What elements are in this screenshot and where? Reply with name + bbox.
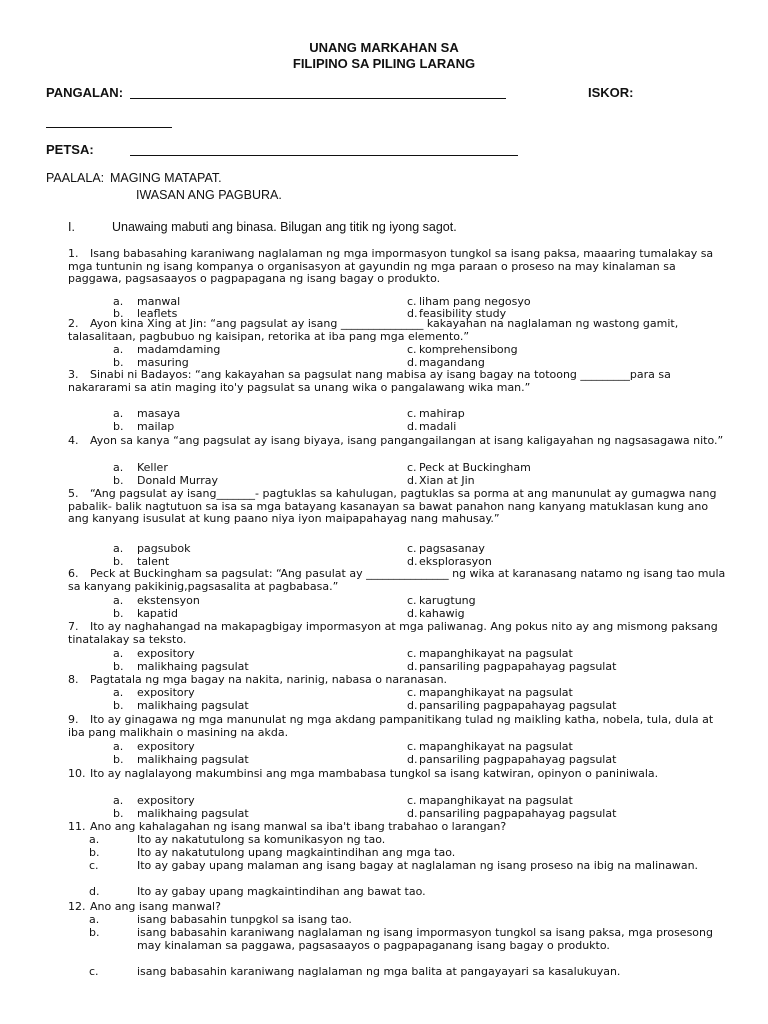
choice-letter: c. (407, 794, 417, 807)
choice-11-a[interactable] (89, 833, 737, 847)
choice-text: komprehensibong (419, 343, 518, 356)
choice-text: expository (137, 740, 195, 753)
choice-text: mapanghikayat na pagsulat (419, 647, 573, 660)
choice-letter: b. (89, 846, 100, 859)
choice-6-d[interactable] (407, 608, 465, 621)
choice-text: manwal (137, 295, 181, 308)
choice-4-d[interactable] (407, 475, 475, 488)
choice-2-c[interactable] (407, 344, 518, 357)
choice-5-c[interactable] (407, 543, 485, 556)
reminder-2: IWASAN ANG PAGBURA. (136, 188, 282, 202)
choice-4-a[interactable] (113, 462, 168, 475)
choice-11-d[interactable] (89, 885, 737, 899)
choice-6-a[interactable] (113, 595, 200, 608)
question-text: Ito ay naglalayong makumbinsi ang mga mambabasa tungkol sa isang katwiran, opinyon o paniniwala. (90, 767, 659, 780)
choice-letter: b. (113, 660, 124, 673)
choice-text: Peck at Buckingham (419, 461, 531, 474)
choice-text: magandang (419, 356, 485, 369)
choice-letter: d. (407, 660, 418, 673)
question-number: 4. (68, 434, 79, 447)
question-5 (68, 488, 728, 526)
question-number: 7. (68, 620, 79, 633)
date-blank[interactable] (130, 155, 518, 156)
choice-6-b[interactable] (113, 608, 178, 621)
choice-text: isang babasahin karaniwang naglalaman ng mga balita at pangayayari sa kasalukuyan. (137, 965, 621, 978)
choice-text: mapanghikayat na pagsulat (419, 740, 573, 753)
choice-letter: b. (113, 753, 124, 766)
choice-text: pansariling pagpapahayag pagsulat (419, 699, 617, 712)
choice-letter: d. (407, 607, 418, 620)
question-text: Ayon sa kanya “ang pagsulat ay isang biyaya, isang pangangailangan at isang kaligayahan ng nagsasagawa nito.” (90, 434, 724, 447)
choice-4-b[interactable] (113, 475, 218, 488)
choice-letter: c. (407, 740, 417, 753)
choice-text: eksplorasyon (419, 555, 492, 568)
choice-8-b[interactable] (113, 700, 249, 713)
choice-text: pagsasanay (419, 542, 485, 555)
choice-text: Ito ay nakatutulong sa komunikasyon ng tao. (137, 833, 386, 846)
choice-text: pansariling pagpapahayag pagsulat (419, 807, 617, 820)
score-blank[interactable] (46, 127, 172, 128)
choice-10-b[interactable] (113, 808, 249, 821)
question-text: Ayon kina Xing at Jin: “ang pagsulat ay isang _______________ kakayahan na naglalaman ng wastong gamit, talasalitaan, pagbubuo ng kaisipan, retorika at iba pang mga elemento.” (68, 317, 682, 343)
question-number: 5. (68, 487, 79, 500)
choice-12-b[interactable] (89, 926, 737, 952)
name-label: PANGALAN: (46, 85, 124, 100)
choice-letter: b. (113, 307, 124, 320)
reminder-1: MAGING MATAPAT. (110, 171, 222, 185)
choice-letter: a. (113, 740, 124, 753)
choice-letter: c. (407, 461, 417, 474)
question-3 (68, 369, 728, 394)
choice-text: isang babasahin tunpgkol sa isang tao. (137, 913, 352, 926)
choice-text: mapanghikayat na pagsulat (419, 686, 573, 699)
question-12 (68, 901, 728, 914)
choice-text: malikhaing pagsulat (137, 753, 249, 766)
question-text: Sinabi ni Badayos: “ang kakayahan sa pagsulat nang mabisa ay isang bagay na totoong _________para sa nakararami sa atin maging ito'y pagsulat sa unang wika o pangalawang wika man.” (68, 368, 675, 394)
choice-letter: c. (407, 594, 417, 607)
choice-5-a[interactable] (113, 543, 191, 556)
choice-11-c[interactable] (89, 859, 737, 873)
choice-text: isang babasahin karaniwang naglalaman ng isang impormasyon tungkol sa isang paksa, mga prosesong may kinalaman sa paggawa, pagsasaayos o pagpapaganang isang bagay o produkto. (137, 926, 717, 952)
choice-10-c[interactable] (407, 795, 573, 808)
choice-letter: d. (407, 753, 418, 766)
choice-letter: a. (113, 686, 124, 699)
choice-letter: a. (113, 794, 124, 807)
choice-text: Ito ay gabay upang malaman ang isang bagay at naglalaman ng isang proseso na ibig na malinawan. (137, 859, 699, 872)
choice-text: madamdaming (137, 343, 221, 356)
question-number: 10. (68, 767, 86, 780)
section-numeral: I. (68, 220, 75, 234)
choice-letter: d. (407, 474, 418, 487)
choice-8-a[interactable] (113, 687, 195, 700)
choice-letter: b. (113, 807, 124, 820)
choice-3-d[interactable] (407, 421, 456, 434)
question-number: 8. (68, 673, 79, 686)
question-4 (68, 435, 728, 448)
choice-text: mapanghikayat na pagsulat (419, 794, 573, 807)
question-number: 3. (68, 368, 79, 381)
choice-9-a[interactable] (113, 741, 195, 754)
question-text: Ano ang isang manwal? (90, 900, 221, 913)
choice-letter: c. (407, 647, 417, 660)
choice-letter: b. (113, 356, 124, 369)
choice-text: Keller (137, 461, 168, 474)
choice-text: leaflets (137, 307, 178, 320)
choice-letter: a. (89, 833, 100, 846)
choice-letter: c. (407, 686, 417, 699)
choice-letter: d. (407, 420, 418, 433)
choice-10-a[interactable] (113, 795, 195, 808)
choice-letter: d. (407, 356, 418, 369)
question-6 (68, 568, 728, 593)
choice-3-a[interactable] (113, 408, 180, 421)
section-instruction: Unawaing mabuti ang binasa. Bilugan ang titik ng iyong sagot. (112, 220, 457, 234)
choice-7-c[interactable] (407, 648, 573, 661)
choice-text: expository (137, 794, 195, 807)
date-label: PETSA: (46, 142, 94, 157)
choice-11-b[interactable] (89, 846, 737, 860)
question-number: 6. (68, 567, 79, 580)
title-line-2: FILIPINO SA PILING LARANG (292, 56, 476, 71)
choice-letter: a. (113, 295, 124, 308)
choice-9-d[interactable] (407, 754, 616, 767)
choice-text: ekstensyon (137, 594, 200, 607)
choice-letter: a. (113, 594, 124, 607)
choice-3-c[interactable] (407, 408, 465, 421)
question-number: 12. (68, 900, 86, 913)
question-2 (68, 318, 728, 343)
choice-letter: a. (113, 407, 124, 420)
score-label: ISKOR: (588, 85, 634, 100)
choice-9-b[interactable] (113, 754, 249, 767)
choice-text: kapatid (137, 607, 178, 620)
choice-text: pansariling pagpapahayag pagsulat (419, 660, 617, 673)
choice-letter: a. (89, 913, 100, 926)
choice-letter: a. (113, 461, 124, 474)
choice-text: masuring (137, 356, 189, 369)
choice-7-d[interactable] (407, 661, 616, 674)
choice-letter: d. (407, 307, 418, 320)
choice-letter: b. (113, 420, 124, 433)
choice-9-c[interactable] (407, 741, 573, 754)
choice-letter: b. (113, 699, 124, 712)
question-1 (68, 248, 728, 286)
choice-letter: d. (407, 555, 418, 568)
choice-letter: c. (89, 965, 99, 978)
choice-letter: c. (407, 407, 417, 420)
choice-text: pansariling pagpapahayag pagsulat (419, 753, 617, 766)
choice-7-a[interactable] (113, 648, 195, 661)
question-text: Pagtatala ng mga bagay na nakita, narinig, nabasa o naranasan. (90, 673, 448, 686)
choice-3-b[interactable] (113, 421, 174, 434)
choice-text: expository (137, 686, 195, 699)
choice-text: masaya (137, 407, 181, 420)
choice-letter: d. (89, 885, 100, 898)
choice-letter: b. (113, 555, 124, 568)
choice-letter: a. (113, 343, 124, 356)
choice-text: mailap (137, 420, 175, 433)
reminder-label: PAALALA: (46, 171, 105, 185)
choice-6-c[interactable] (407, 595, 476, 608)
choice-letter: c. (407, 542, 417, 555)
question-text: “Ang pagsulat ay isang_______- pagtuklas sa kahulugan, pagtuklas sa porma at ang manunulat ay gumagwa nang pabalik- balik nagtutuon sa isa sa mga batayang kasanayan sa bawat panahon nang kanyang matuklasan kung ano ang kanyang isusulat at kung paano niya iyon maipapahayag nang mahusay.” (68, 487, 720, 526)
choice-text: karugtung (419, 594, 476, 607)
choice-10-d[interactable] (407, 808, 616, 821)
choice-letter: d. (407, 699, 418, 712)
choice-4-c[interactable] (407, 462, 531, 475)
question-number: 2. (68, 317, 79, 330)
choice-text: Xian at Jin (419, 474, 475, 487)
choice-letter: a. (113, 542, 124, 555)
choice-text: expository (137, 647, 195, 660)
choice-text: pagsubok (137, 542, 191, 555)
choice-text: mahirap (419, 407, 465, 420)
question-text: Ano ang kahalagahan ng isang manwal sa iba't ibang trabahao o larangan? (90, 820, 507, 833)
choice-letter: b. (89, 926, 100, 939)
choice-letter: c. (89, 859, 99, 872)
choice-letter: b. (113, 474, 124, 487)
choice-text: madali (419, 420, 457, 433)
choice-text: malikhaing pagsulat (137, 699, 249, 712)
choice-text: talent (137, 555, 170, 568)
question-number: 1. (68, 247, 79, 260)
choice-8-d[interactable] (407, 700, 616, 713)
choice-12-a[interactable] (89, 913, 737, 927)
choice-text: kahawig (419, 607, 465, 620)
choice-12-c[interactable] (89, 965, 737, 979)
question-number: 11. (68, 820, 86, 833)
question-number: 9. (68, 713, 79, 726)
question-text: Ito ay naghahangad na makapagbigay impormasyon at mga paliwanag. Ang pokus nito ay ang mismong paksang tinatalakay sa teksto. (68, 620, 722, 646)
name-blank[interactable] (130, 98, 506, 99)
choice-text: malikhaing pagsulat (137, 807, 249, 820)
choice-text: Ito ay nakatutulong upang magkaintindihan ang mga tao. (137, 846, 456, 859)
choice-text: Ito ay gabay upang magkaintindihan ang bawat tao. (137, 885, 426, 898)
choice-8-c[interactable] (407, 687, 573, 700)
question-text: Peck at Buckingham sa pagsulat: “Ang pasulat ay _______________ ng wika at karanasang natamo ng isang tao mula sa kanyang pakikinig,pagsasalita at pagbabasa.” (68, 567, 729, 593)
question-text: Ito ay ginagawa ng mga manunulat ng mga akdang pampanitikang tulad ng maikling katha, nobela, tula, dula at iba pang malikhain o masining na akda. (68, 713, 717, 739)
choice-letter: d. (407, 807, 418, 820)
question-10 (68, 768, 728, 781)
choice-2-a[interactable] (113, 344, 220, 357)
question-9 (68, 714, 728, 739)
choice-text: malikhaing pagsulat (137, 660, 249, 673)
choice-7-b[interactable] (113, 661, 249, 674)
question-8 (68, 674, 728, 687)
choice-letter: c. (407, 343, 417, 356)
choice-text: Donald Murray (137, 474, 219, 487)
choice-text: feasibility study (419, 307, 507, 320)
choice-letter: c. (407, 295, 417, 308)
choice-text: liham pang negosyo (419, 295, 531, 308)
question-11 (68, 821, 728, 834)
choice-letter: b. (113, 607, 124, 620)
title-line-1: UNANG MARKAHAN SA (309, 40, 459, 55)
question-text: Isang babasahing karaniwang naglalaman ng mga impormasyon tungkol sa isang paksa, maaaring tumalakay sa mga tuntunin ng isang kompanya o organisasyon at gayundin ng mga paraan o proseso na may kinalaman sa paggawa, pagsasaayos o pagpapagana ng isang bagay o produkto. (68, 247, 717, 286)
question-7 (68, 621, 728, 646)
choice-letter: a. (113, 647, 124, 660)
